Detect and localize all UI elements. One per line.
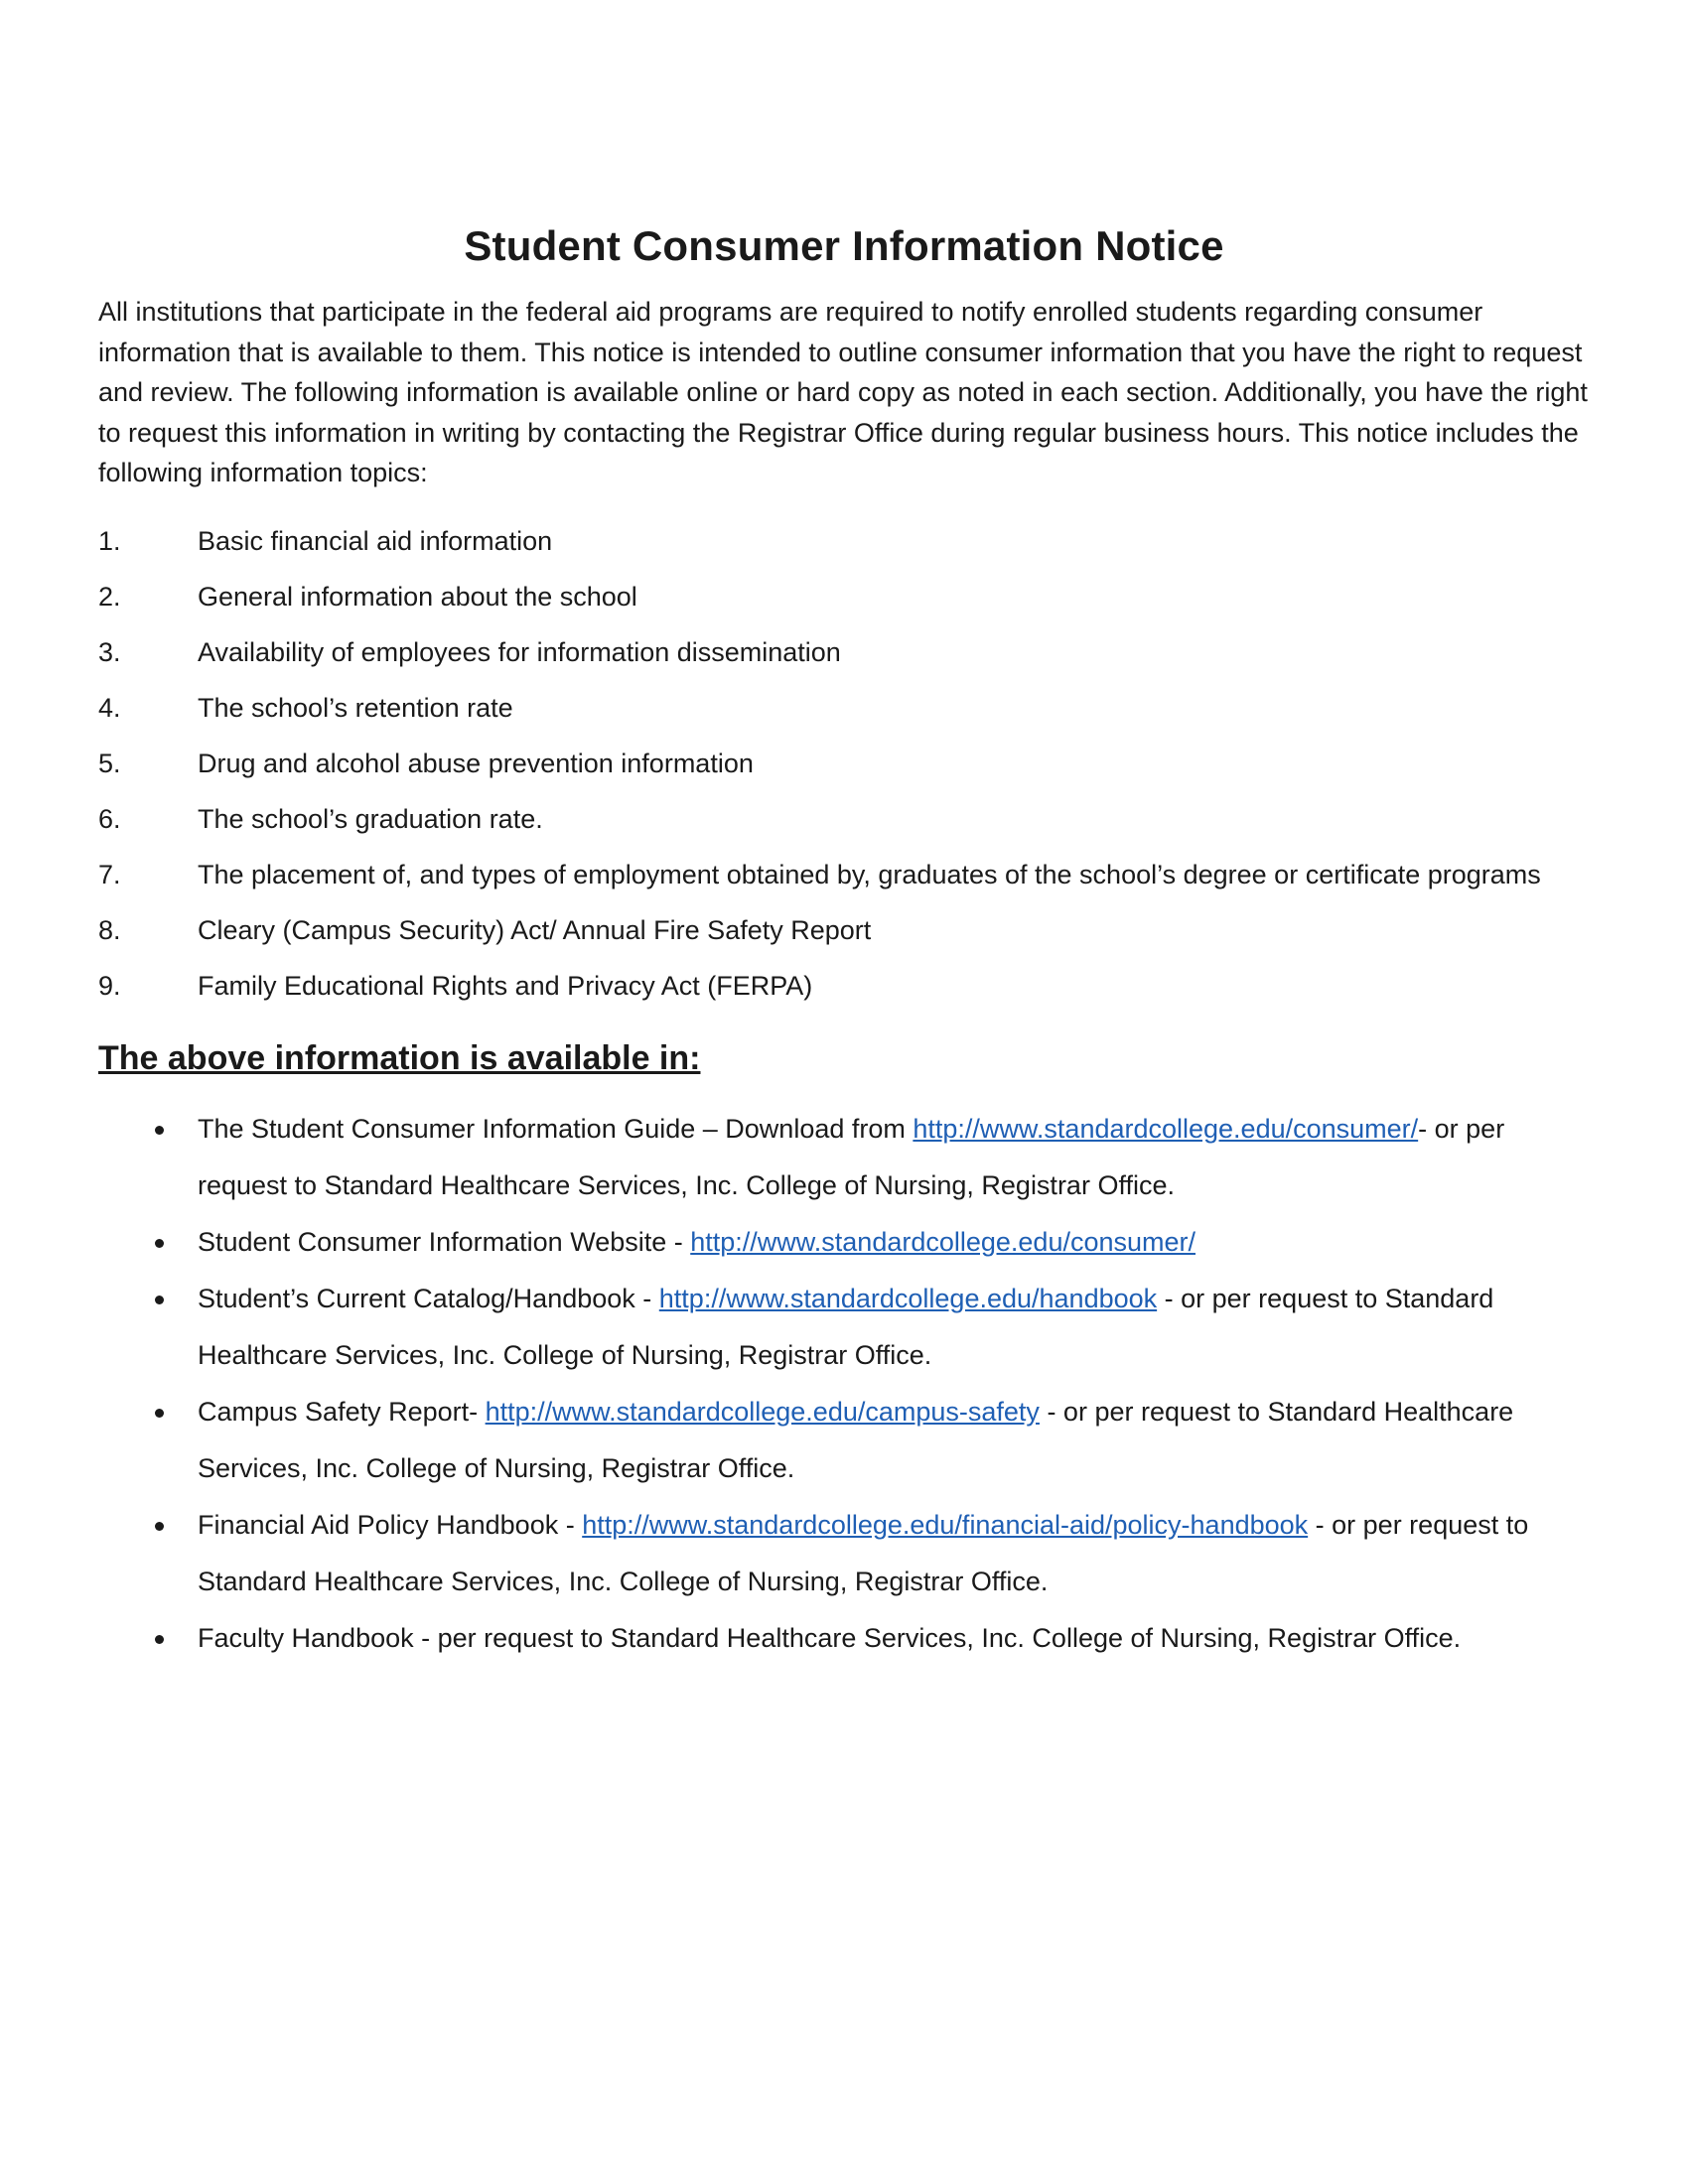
topic-number: 9. bbox=[98, 970, 121, 1001]
topic-number: 2. bbox=[98, 581, 121, 612]
financial-aid-policy-link[interactable]: http://www.standardcollege.edu/financial-aid/policy-handbook bbox=[582, 1509, 1309, 1540]
intro-paragraph: All institutions that participate in the federal aid programs are required to notify enrolled students regarding consumer information that is available to them. This notice is intended to outline consumer information that you have the right to request and review. The following information is available online or hard copy as noted in each section. Additionally, you have the right to request this information in writing by contacting the Registrar Office during regular business hours. This notice includes the following information topics: bbox=[98, 297, 1588, 487]
bullet-icon bbox=[98, 1384, 198, 1497]
source-item bbox=[98, 1497, 1590, 1610]
source-prefix: Student Consumer Information Website - bbox=[198, 1226, 691, 1257]
bullet-icon bbox=[98, 1497, 198, 1610]
source-prefix: Financial Aid Policy Handbook - bbox=[198, 1509, 583, 1540]
topic-text: Drug and alcohol abuse prevention information bbox=[198, 748, 754, 778]
source-text bbox=[198, 1214, 1590, 1271]
document-page bbox=[98, 218, 1590, 1667]
topic-item bbox=[98, 902, 1590, 958]
topic-number: 1. bbox=[98, 525, 121, 556]
source-text bbox=[198, 1610, 1590, 1667]
source-prefix: Campus Safety Report- bbox=[198, 1396, 486, 1427]
source-item bbox=[98, 1384, 1590, 1497]
bullet-icon bbox=[98, 1271, 198, 1384]
topic-text: The school’s retention rate bbox=[198, 692, 513, 723]
source-prefix: Faculty Handbook - per request to Standard Healthcare Services, Inc. College of Nursing, Registrar Office. bbox=[198, 1622, 1462, 1653]
topic-number: 3. bbox=[98, 636, 121, 667]
topic-number: 7. bbox=[98, 859, 121, 889]
bullet-icon bbox=[98, 1101, 198, 1214]
consumer-website-link[interactable]: http://www.standardcollege.edu/consumer/ bbox=[690, 1226, 1196, 1257]
topic-item bbox=[98, 569, 1590, 624]
source-suffix: - or per request to Standard Healthcare Services, Inc. College of Nursing, Registrar Office. bbox=[198, 1283, 1494, 1370]
bullet-icon bbox=[98, 1214, 198, 1271]
topic-item bbox=[98, 680, 1590, 736]
source-suffix: - or per request to Standard Healthcare Services, Inc. College of Nursing, Registrar Office. bbox=[198, 1113, 1505, 1200]
source-prefix: Student’s Current Catalog/Handbook - bbox=[198, 1283, 659, 1313]
source-text bbox=[198, 1101, 1590, 1214]
topic-text: General information about the school bbox=[198, 581, 637, 612]
source-suffix: - or per request to Standard Healthcare Services, Inc. College of Nursing, Registrar Office. bbox=[198, 1396, 1514, 1483]
campus-safety-link[interactable]: http://www.standardcollege.edu/campus-safety bbox=[485, 1396, 1040, 1427]
source-text bbox=[198, 1497, 1590, 1610]
source-item bbox=[98, 1214, 1590, 1271]
page-title: Student Consumer Information Notice bbox=[464, 222, 1224, 269]
bullet-icon bbox=[98, 1610, 198, 1667]
topic-text: Cleary (Campus Security) Act/ Annual Fire Safety Report bbox=[198, 914, 872, 945]
topic-item bbox=[98, 791, 1590, 847]
source-item bbox=[98, 1101, 1590, 1214]
topic-number: 6. bbox=[98, 803, 121, 834]
topic-text: Basic financial aid information bbox=[198, 525, 553, 556]
topics-list bbox=[98, 513, 1590, 1014]
source-item bbox=[98, 1610, 1590, 1667]
sources-list bbox=[98, 1101, 1590, 1667]
topic-text: The placement of, and types of employment obtained by, graduates of the school’s degree or certificate programs bbox=[198, 859, 1541, 889]
source-text bbox=[198, 1271, 1590, 1384]
handbook-link[interactable]: http://www.standardcollege.edu/handbook bbox=[658, 1283, 1158, 1313]
consumer-guide-link[interactable]: http://www.standardcollege.edu/consumer/ bbox=[913, 1113, 1419, 1144]
topic-number: 4. bbox=[98, 692, 121, 723]
topic-item bbox=[98, 847, 1590, 902]
availability-heading: The above information is available in: bbox=[98, 1038, 701, 1077]
topic-text: Availability of employees for information dissemination bbox=[198, 636, 841, 667]
source-prefix: The Student Consumer Information Guide – Download from bbox=[198, 1113, 914, 1144]
topic-item bbox=[98, 736, 1590, 791]
topic-item bbox=[98, 513, 1590, 569]
topic-number: 8. bbox=[98, 914, 121, 945]
source-item bbox=[98, 1271, 1590, 1384]
topic-item bbox=[98, 958, 1590, 1014]
topic-item bbox=[98, 624, 1590, 680]
topic-number: 5. bbox=[98, 748, 121, 778]
topic-text: The school’s graduation rate. bbox=[198, 803, 543, 834]
source-text bbox=[198, 1384, 1590, 1497]
topic-text: Family Educational Rights and Privacy Act (FERPA) bbox=[198, 970, 813, 1001]
source-suffix: - or per request to Standard Healthcare Services, Inc. College of Nursing, Registrar Office. bbox=[198, 1509, 1529, 1596]
